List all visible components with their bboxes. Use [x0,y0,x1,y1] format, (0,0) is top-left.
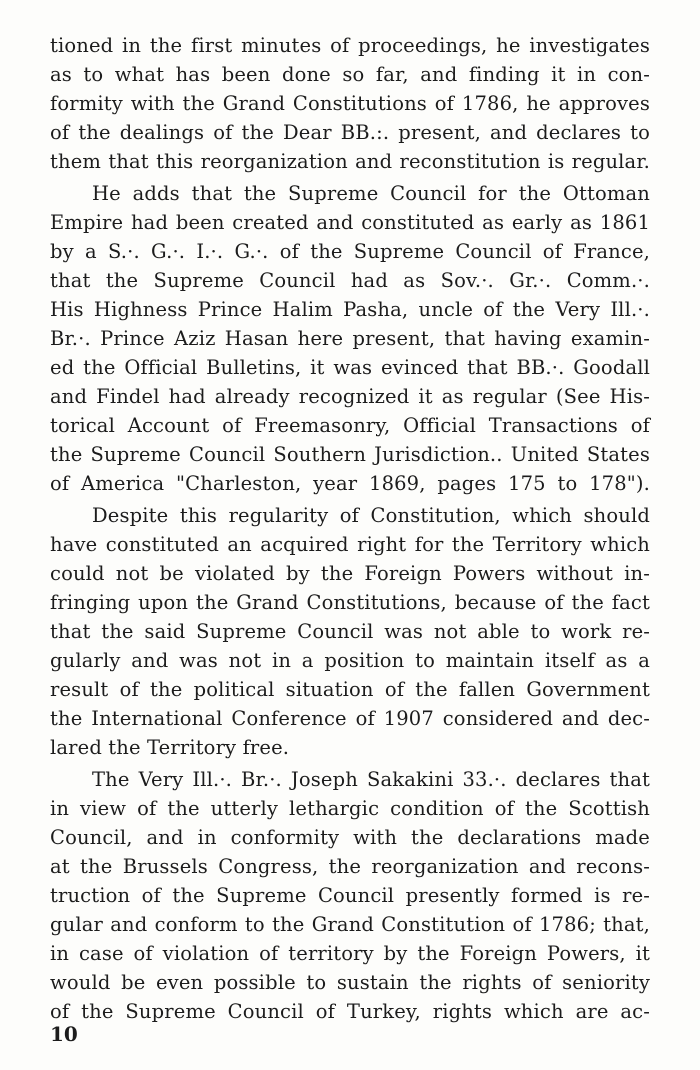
text-line: that the Supreme Council had as Sov.·. Gr.·. Comm.·. [50,269,650,292]
text-line: Despite this regularity of Constitution, which should [92,504,650,527]
text-line: the Supreme Council Southern Jurisdiction.. United States [50,443,650,466]
text-line: Empire had been created and constituted as early as 1861 [50,211,650,234]
text-line: them that this reorganization and reconstitution is regular. [50,150,650,173]
page-number: 10 [50,1022,78,1046]
text-line: gular and conform to the Grand Constitution of 1786; that, [50,913,650,936]
text-line: ed the Official Bulletins, it was evinced that BB.·. Goodall [50,356,650,379]
text-line: Council, and in conformity with the declarations made [50,826,650,849]
text-line: at the Brussels Congress, the reorganization and recons- [50,855,650,878]
text-line: Br.·. Prince Aziz Hasan here present, that having examin- [50,327,650,350]
text-line: of the Supreme Council of Turkey, rights which are ac- [50,1000,650,1023]
text-line: in case of violation of territory by the Foreign Powers, it [50,942,650,965]
text-line: the International Conference of 1907 considered and dec- [50,707,650,730]
text-line: tioned in the first minutes of proceedings, he investigates [50,34,650,57]
text-line: torical Account of Freemasonry, Official Transactions of [50,414,650,437]
text-line: as to what has been done so far, and finding it in con- [50,63,650,86]
text-line: The Very Ill.·. Br.·. Joseph Sakakini 33.·. declares that [92,768,650,791]
text-line: in view of the utterly lethargic condition of the Scottish [50,797,650,820]
text-line: result of the political situation of the fallen Government [50,678,650,701]
text-line: His Highness Prince Halim Pasha, uncle of the Very Ill.·. [50,298,650,321]
text-line: would be even possible to sustain the rights of seniority [50,971,650,994]
text-line: by a S.·. G.·. I.·. G.·. of the Supreme Council of France, [50,240,650,263]
text-line: of America "Charleston, year 1869, pages 175 to 178"). [50,472,650,495]
text-line: that the said Supreme Council was not able to work re- [50,620,650,643]
text-line: formity with the Grand Constitutions of 1786, he approves [50,92,650,115]
text-line: fringing upon the Grand Constitutions, because of the fact [50,591,650,614]
text-line: He adds that the Supreme Council for the Ottoman [92,182,650,205]
text-line: of the dealings of the Dear BB.:. present, and declares to [50,121,650,144]
text-line: truction of the Supreme Council presently formed is re- [50,884,650,907]
text-line: lared the Territory free. [50,736,290,759]
text-line: could not be violated by the Foreign Powers without in- [50,562,650,585]
text-line: and Findel had already recognized it as regular (See His- [50,385,650,408]
text-line: have constituted an acquired right for the Territory which [50,533,650,556]
text-line: gularly and was not in a position to maintain itself as a [50,649,650,672]
